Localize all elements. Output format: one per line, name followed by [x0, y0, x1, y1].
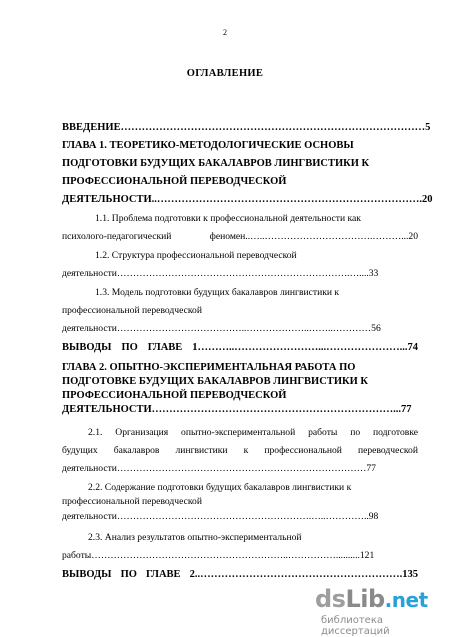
toc-line-2-1a: 2.1. Организация опытно-экспериментальной работы по подготовке — [88, 427, 418, 438]
toc-line-conclusions-2: ВЫВОДЫ ПО ГЛАВЕ 2..………………………………………………….135 — [62, 569, 418, 580]
toc-line-ch2-title-3: ПРОФЕССИОНАЛЬНОЙ ПЕРЕВОДЧЕСКОЙ — [62, 390, 287, 401]
dslib-logo-mark — [315, 585, 428, 613]
toc-line-ch1-title-4: ДЕЯТЕЛЬНОСТИ..………………………………………………………………….20 — [62, 194, 433, 205]
dslib-logo[interactable] — [315, 585, 440, 637]
toc-line-1-2b: деятельности……………………………………………………………….…....33 — [62, 268, 379, 279]
toc-line-conclusions-1: ВЫВОДЫ ПО ГЛАВЕ 1………..……………………...…………………...74 — [62, 342, 418, 353]
toc-line-2-2c: деятельности…………………………………………………….…..…………..98 — [62, 511, 379, 522]
toc-line-2-2a: 2.2. Содержание подготовки будущих бакалавров лингвистики к — [88, 482, 352, 493]
toc-line-2-1c: деятельности……………………………………………………………………77 — [62, 463, 376, 474]
toc-line-1-3c: деятельности…………………………………..………………..……..…………56 — [62, 323, 381, 334]
toc-line-2-1b: будущих бакалавров лингвистики к профессиональной переводческой — [62, 445, 418, 456]
toc-heading: ОГЛАВЛЕНИЕ — [186, 68, 264, 79]
toc-line-1-3b: профессиональной переводческой — [62, 305, 202, 316]
toc-line-ch2-title-1: ГЛАВА 2. ОПЫТНО-ЭКСПЕРИМЕНТАЛЬНАЯ РАБОТА ПО — [62, 362, 356, 373]
toc-line-1-2a: 1.2. Структура профессиональной переводческой — [95, 250, 297, 261]
page-number: 2 — [223, 28, 227, 37]
toc-line-ch1-title-1: ГЛАВА 1. ТЕОРЕТИКО-МЕТОДОЛОГИЧЕСКИЕ ОСНОВЫ — [62, 140, 354, 151]
toc-line-1-1b: психолого-педагогический феномен..…..…………………………….………...20 — [62, 231, 418, 242]
logo-ds: ds — [315, 585, 346, 613]
toc-line-ch1-title-3: ПРОФЕССИОНАЛЬНОЙ ПЕРЕВОДЧЕСКОЙ — [62, 176, 287, 187]
logo-net: .net — [384, 588, 428, 612]
toc-line-2-2b: профессиональной переводческой — [62, 496, 202, 507]
toc-line-intro: ВВЕДЕНИЕ……………………………………………………………………………5 — [62, 122, 431, 133]
logo-lib: Lib — [345, 585, 385, 613]
toc-line-ch2-title-2: ПОДГОТОВКЕ БУДУЩИХ БАКАЛАВРОВ ЛИНГВИСТИКИ К — [62, 376, 369, 387]
toc-line-2-3a: 2.3. Анализ результатов опытно-экспериментальной — [88, 532, 302, 543]
toc-line-1-1a: 1.1. Проблема подготовки к профессиональной деятельности как — [95, 213, 361, 224]
toc-line-1-3a: 1.3. Модель подготовки будущих бакалавров лингвистики к — [95, 287, 340, 298]
logo-tagline: библиотека диссертаций — [321, 615, 390, 637]
toc-line-ch1-title-2: ПОДГОТОВКИ БУДУЩИХ БАКАЛАВРОВ ЛИНГВИСТИКИ К — [62, 158, 370, 169]
toc-line-2-3b: работы……………………………………………………..……………..........121 — [62, 550, 375, 561]
toc-line-ch2-title-4: ДЕЯТЕЛЬНОСТИ……………………………………………………………...77 — [62, 404, 412, 415]
